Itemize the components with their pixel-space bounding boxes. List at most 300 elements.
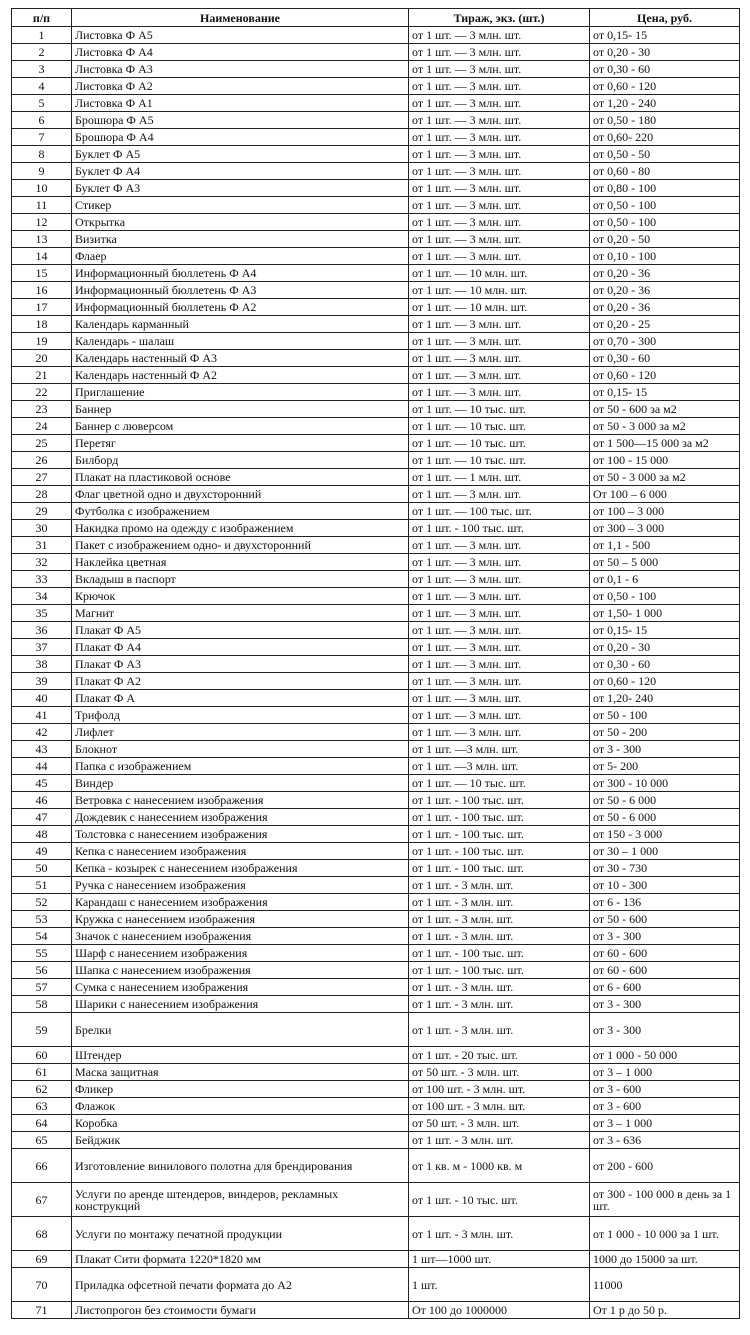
cell-qty: от 1 шт. — 3 млн. шт. [409,350,590,367]
cell-num: 30 [12,520,72,537]
cell-name: Флаер [72,248,409,265]
cell-name: Листовка Ф А3 [72,61,409,78]
cell-price: от 3 - 300 [590,1013,740,1047]
cell-name: Услуги по аренде штендеров, виндеров, рекламных конструкций [72,1183,409,1217]
cell-num: 42 [12,724,72,741]
cell-num: 39 [12,673,72,690]
cell-price: от 0,15- 15 [590,622,740,639]
table-row [12,231,740,248]
cell-qty: от 1 шт. — 3 млн. шт. [409,639,590,656]
cell-price: от 50 – 5 000 [590,554,740,571]
cell-price: от 50 - 3 000 за м2 [590,418,740,435]
table-row [12,1064,740,1081]
cell-name: Билборд [72,452,409,469]
cell-qty: от 1 шт. — 3 млн. шт. [409,197,590,214]
table-row [12,146,740,163]
cell-price: от 0,20 - 30 [590,44,740,61]
cell-qty: от 1 шт. — 3 млн. шт. [409,27,590,44]
cell-price: от 0,50 - 100 [590,214,740,231]
table-row [12,588,740,605]
table-row [12,826,740,843]
cell-name: Перетяг [72,435,409,452]
cell-num: 38 [12,656,72,673]
cell-name: Шапка с нанесением изображения [72,962,409,979]
cell-name: Ручка с нанесением изображения [72,877,409,894]
cell-price: от 0,20 - 25 [590,316,740,333]
cell-name: Брошюра Ф А4 [72,129,409,146]
table-row [12,843,740,860]
cell-name: Магнит [72,605,409,622]
cell-name: Пакет с изображением одно- и двухсторонний [72,537,409,554]
cell-num: 46 [12,792,72,809]
table-row [12,333,740,350]
table-row [12,809,740,826]
cell-num: 66 [12,1149,72,1183]
cell-num: 40 [12,690,72,707]
table-row [12,214,740,231]
table-row [12,520,740,537]
table-row [12,928,740,945]
cell-price: от 0,70 - 300 [590,333,740,350]
cell-qty: от 1 шт. — 10 тыс. шт. [409,418,590,435]
table-row [12,690,740,707]
cell-num: 32 [12,554,72,571]
cell-qty: от 1 шт. - 100 тыс. шт. [409,809,590,826]
cell-qty: от 1 шт. - 100 тыс. шт. [409,843,590,860]
cell-qty: от 1 шт. — 3 млн. шт. [409,571,590,588]
cell-qty: от 1 шт. — 3 млн. шт. [409,656,590,673]
table-row [12,622,740,639]
cell-num: 6 [12,112,72,129]
cell-name: Значок с нанесением изображения [72,928,409,945]
table-row [12,673,740,690]
price-table [11,8,740,1319]
cell-num: 33 [12,571,72,588]
cell-num: 17 [12,299,72,316]
cell-price: от 50 - 200 [590,724,740,741]
cell-price: от 0,20 - 50 [590,231,740,248]
cell-price: от 0,30 - 60 [590,656,740,673]
cell-qty: от 1 шт. — 3 млн. шт. [409,486,590,503]
table-row [12,860,740,877]
table-row [12,1251,740,1268]
cell-qty: от 1 шт. — 3 млн. шт. [409,180,590,197]
table-row [12,1013,740,1047]
cell-num: 21 [12,367,72,384]
cell-num: 57 [12,979,72,996]
cell-price: от 1,20 - 240 [590,95,740,112]
cell-price: от 0,60 - 120 [590,367,740,384]
cell-price: от 0,60 - 80 [590,163,740,180]
cell-qty: от 1 шт. — 3 млн. шт. [409,537,590,554]
cell-name: Информационный бюллетень Ф А2 [72,299,409,316]
cell-name: Штендер [72,1047,409,1064]
cell-name: Информационный бюллетень Ф А3 [72,282,409,299]
cell-qty: от 1 шт. — 10 тыс. шт. [409,452,590,469]
cell-num: 67 [12,1183,72,1217]
cell-num: 35 [12,605,72,622]
cell-qty: от 1 шт. — 10 тыс. шт. [409,401,590,418]
cell-num: 68 [12,1217,72,1251]
cell-num: 43 [12,741,72,758]
cell-qty: от 1 шт. — 3 млн. шт. [409,112,590,129]
cell-qty: от 1 шт. - 100 тыс. шт. [409,962,590,979]
table-row [12,571,740,588]
cell-qty: от 1 шт. — 3 млн. шт. [409,707,590,724]
cell-name: Информационный бюллетень Ф А4 [72,265,409,282]
cell-num: 16 [12,282,72,299]
cell-name: Буклет Ф А4 [72,163,409,180]
cell-qty: от 1 шт. — 3 млн. шт. [409,605,590,622]
cell-qty: от 1 шт. — 10 тыс. шт. [409,775,590,792]
cell-name: Трифолд [72,707,409,724]
cell-price: от 1 000 - 10 000 за 1 шт. [590,1217,740,1251]
cell-price: от 300 - 10 000 [590,775,740,792]
table-row [12,1183,740,1217]
header-price: Цена, руб. [590,9,740,27]
cell-name: Вкладыш в паспорт [72,571,409,588]
cell-num: 49 [12,843,72,860]
cell-price: от 6 - 136 [590,894,740,911]
cell-price: от 0,20 - 36 [590,299,740,316]
cell-name: Лифлет [72,724,409,741]
table-row [12,1081,740,1098]
cell-price: От 100 – 6 000 [590,486,740,503]
cell-price: от 0,50 - 50 [590,146,740,163]
table-row [12,1115,740,1132]
table-row [12,384,740,401]
cell-qty: от 1 шт. —3 млн. шт. [409,741,590,758]
cell-price: от 200 - 600 [590,1149,740,1183]
cell-qty: от 1 шт. — 3 млн. шт. [409,588,590,605]
cell-num: 24 [12,418,72,435]
cell-num: 4 [12,78,72,95]
cell-name: Плакат Ф А4 [72,639,409,656]
cell-name: Наклейка цветная [72,554,409,571]
cell-name: Открытка [72,214,409,231]
cell-num: 27 [12,469,72,486]
table-row [12,435,740,452]
cell-qty: от 50 шт. - 3 млн. шт. [409,1115,590,1132]
cell-name: Плакат Ф А [72,690,409,707]
cell-num: 3 [12,61,72,78]
cell-num: 15 [12,265,72,282]
cell-name: Приглашение [72,384,409,401]
cell-qty: 1 шт. [409,1268,590,1302]
cell-num: 69 [12,1251,72,1268]
table-row [12,401,740,418]
cell-num: 1 [12,27,72,44]
table-row [12,724,740,741]
cell-qty: от 1 шт. — 3 млн. шт. [409,163,590,180]
cell-name: Крючок [72,588,409,605]
cell-num: 12 [12,214,72,231]
cell-price: от 30 - 730 [590,860,740,877]
cell-price: от 100 - 15 000 [590,452,740,469]
cell-num: 71 [12,1302,72,1319]
cell-num: 58 [12,996,72,1013]
table-row [12,894,740,911]
cell-num: 60 [12,1047,72,1064]
cell-name: Плакат Ф А2 [72,673,409,690]
cell-name: Буклет Ф А3 [72,180,409,197]
cell-price: от 0,50 - 180 [590,112,740,129]
cell-num: 41 [12,707,72,724]
cell-qty: от 1 шт. — 1 млн. шт. [409,469,590,486]
cell-price: от 0,15- 15 [590,27,740,44]
cell-name: Плакат на пластиковой основе [72,469,409,486]
cell-qty: от 1 шт. — 3 млн. шт. [409,231,590,248]
table-row [12,452,740,469]
cell-price: от 3 – 1 000 [590,1064,740,1081]
cell-price: от 3 – 1 000 [590,1115,740,1132]
cell-price: от 30 – 1 000 [590,843,740,860]
table-row [12,1149,740,1183]
cell-price: от 5- 200 [590,758,740,775]
table-row [12,639,740,656]
cell-num: 52 [12,894,72,911]
cell-price: 11000 [590,1268,740,1302]
cell-num: 53 [12,911,72,928]
cell-qty: от 1 шт. - 100 тыс. шт. [409,826,590,843]
cell-name: Флажок [72,1098,409,1115]
cell-price: от 150 - 3 000 [590,826,740,843]
cell-qty: от 50 шт. - 3 млн. шт. [409,1064,590,1081]
cell-price: от 3 - 300 [590,741,740,758]
cell-qty: от 1 шт. — 3 млн. шт. [409,214,590,231]
cell-num: 64 [12,1115,72,1132]
cell-qty: от 1 шт. — 3 млн. шт. [409,129,590,146]
cell-qty: от 1 шт. — 3 млн. шт. [409,622,590,639]
cell-price: от 3 - 636 [590,1132,740,1149]
cell-name: Изготовление винилового полотна для брендирования [72,1149,409,1183]
cell-name: Папка с изображением [72,758,409,775]
cell-name: Листопрогон без стоимости бумаги [72,1302,409,1319]
cell-price: от 0,15- 15 [590,384,740,401]
table-row [12,1132,740,1149]
cell-price: от 50 - 100 [590,707,740,724]
cell-num: 55 [12,945,72,962]
cell-price: От 1 р до 50 р. [590,1302,740,1319]
cell-num: 63 [12,1098,72,1115]
cell-name: Календарь карманный [72,316,409,333]
cell-qty: от 1 шт. - 3 млн. шт. [409,1217,590,1251]
cell-price: от 50 - 6 000 [590,809,740,826]
cell-price: 1000 до 15000 за шт. [590,1251,740,1268]
table-row [12,350,740,367]
table-row [12,792,740,809]
cell-qty: от 1 шт. — 3 млн. шт. [409,44,590,61]
table-row [12,758,740,775]
table-row [12,112,740,129]
cell-price: от 60 - 600 [590,945,740,962]
cell-num: 50 [12,860,72,877]
cell-qty: от 1 шт. — 3 млн. шт. [409,146,590,163]
cell-price: от 0,60 - 120 [590,78,740,95]
cell-qty: от 1 шт. — 10 млн. шт. [409,299,590,316]
cell-name: Визитка [72,231,409,248]
cell-name: Приладка офсетной печати формата до А2 [72,1268,409,1302]
header-num: п/п [12,9,72,27]
cell-name: Услуги по монтажу печатной продукции [72,1217,409,1251]
cell-price: от 0,20 - 36 [590,282,740,299]
cell-qty: от 1 шт. — 3 млн. шт. [409,95,590,112]
cell-num: 31 [12,537,72,554]
table-row [12,656,740,673]
cell-num: 19 [12,333,72,350]
table-row [12,503,740,520]
cell-qty: от 1 шт. — 10 млн. шт. [409,282,590,299]
cell-name: Карандаш с нанесением изображения [72,894,409,911]
cell-num: 10 [12,180,72,197]
table-row [12,962,740,979]
cell-price: от 6 - 600 [590,979,740,996]
table-row [12,1217,740,1251]
cell-price: от 0,50 - 100 [590,197,740,214]
cell-qty: от 1 шт. — 10 тыс. шт. [409,435,590,452]
cell-num: 65 [12,1132,72,1149]
table-row [12,95,740,112]
cell-num: 9 [12,163,72,180]
table-body [12,27,740,1319]
cell-name: Дождевик с нанесением изображения [72,809,409,826]
cell-price: от 1 000 - 50 000 [590,1047,740,1064]
table-row [12,129,740,146]
cell-name: Коробка [72,1115,409,1132]
cell-num: 18 [12,316,72,333]
cell-price: от 50 - 600 [590,911,740,928]
table-row [12,418,740,435]
cell-qty: от 1 шт. — 3 млн. шт. [409,724,590,741]
cell-name: Брелки [72,1013,409,1047]
cell-qty: от 1 шт. — 100 тыс. шт. [409,503,590,520]
cell-name: Баннер с люверсом [72,418,409,435]
cell-name: Плакат Ф А3 [72,656,409,673]
cell-qty: от 1 шт. - 3 млн. шт. [409,911,590,928]
cell-name: Ветровка с нанесением изображения [72,792,409,809]
table-row [12,316,740,333]
cell-qty: от 1 шт. - 100 тыс. шт. [409,860,590,877]
cell-num: 56 [12,962,72,979]
cell-num: 8 [12,146,72,163]
cell-price: от 0,80 - 100 [590,180,740,197]
cell-num: 45 [12,775,72,792]
cell-name: Буклет Ф А5 [72,146,409,163]
table-row [12,282,740,299]
cell-qty: от 1 шт. — 3 млн. шт. [409,554,590,571]
table-row [12,775,740,792]
cell-price: от 50 - 6 000 [590,792,740,809]
table-row [12,605,740,622]
cell-num: 23 [12,401,72,418]
cell-name: Плакат Сити формата 1220*1820 мм [72,1251,409,1268]
table-row [12,911,740,928]
cell-price: от 60 - 600 [590,962,740,979]
cell-qty: от 1 шт. — 3 млн. шт. [409,78,590,95]
table-row [12,945,740,962]
cell-num: 51 [12,877,72,894]
cell-price: от 0,30 - 60 [590,350,740,367]
cell-name: Толстовка с нанесением изображения [72,826,409,843]
cell-price: от 3 - 600 [590,1081,740,1098]
cell-num: 20 [12,350,72,367]
cell-qty: от 1 шт. - 10 тыс. шт. [409,1183,590,1217]
header-qty: Тираж, экз. (шт.) [409,9,590,27]
cell-name: Листовка Ф А4 [72,44,409,61]
cell-qty: 1 шт—1000 шт. [409,1251,590,1268]
cell-qty: от 1 шт. — 3 млн. шт. [409,316,590,333]
cell-num: 14 [12,248,72,265]
cell-num: 29 [12,503,72,520]
cell-price: от 0,60- 220 [590,129,740,146]
table-row [12,979,740,996]
cell-qty: от 1 шт. — 3 млн. шт. [409,384,590,401]
table-row [12,469,740,486]
table-row [12,180,740,197]
cell-name: Футболка с изображением [72,503,409,520]
cell-name: Накидка промо на одежду с изображением [72,520,409,537]
cell-qty: от 1 шт. - 3 млн. шт. [409,979,590,996]
cell-name: Кепка - козырек с нанесением изображения [72,860,409,877]
cell-num: 48 [12,826,72,843]
cell-name: Листовка Ф А2 [72,78,409,95]
table-row [12,27,740,44]
cell-price: от 50 - 3 000 за м2 [590,469,740,486]
cell-qty: от 1 шт. - 100 тыс. шт. [409,945,590,962]
cell-num: 54 [12,928,72,945]
cell-name: Фликер [72,1081,409,1098]
cell-name: Флаг цветной одно и двухсторонний [72,486,409,503]
cell-qty: от 1 шт. - 3 млн. шт. [409,1013,590,1047]
cell-name: Виндер [72,775,409,792]
cell-num: 26 [12,452,72,469]
cell-name: Кружка с нанесением изображения [72,911,409,928]
cell-qty: от 1 шт. - 20 тыс. шт. [409,1047,590,1064]
table-row [12,877,740,894]
cell-num: 62 [12,1081,72,1098]
cell-price: от 1,1 - 500 [590,537,740,554]
cell-price: от 0,20 - 36 [590,265,740,282]
cell-num: 7 [12,129,72,146]
cell-name: Листовка Ф А5 [72,27,409,44]
cell-name: Шарики с нанесением изображения [72,996,409,1013]
cell-num: 11 [12,197,72,214]
cell-qty: от 1 шт. - 3 млн. шт. [409,894,590,911]
cell-qty: от 1 шт. - 3 млн. шт. [409,1132,590,1149]
cell-price: от 1,20- 240 [590,690,740,707]
cell-price: от 0,60 - 120 [590,673,740,690]
table-row [12,741,740,758]
cell-price: от 300 – 3 000 [590,520,740,537]
table-row [12,1098,740,1115]
cell-qty: от 1 шт. — 3 млн. шт. [409,333,590,350]
table-row [12,248,740,265]
cell-qty: от 1 шт. — 3 млн. шт. [409,367,590,384]
cell-qty: от 100 шт. - 3 млн. шт. [409,1098,590,1115]
cell-num: 34 [12,588,72,605]
price-table-container [11,8,739,1319]
table-row [12,197,740,214]
header-name: Наименование [72,9,409,27]
table-row [12,44,740,61]
cell-price: от 300 - 100 000 в день за 1 шт. [590,1183,740,1217]
cell-qty: от 1 шт. — 3 млн. шт. [409,61,590,78]
table-row [12,707,740,724]
cell-num: 25 [12,435,72,452]
cell-qty: от 1 шт. - 3 млн. шт. [409,928,590,945]
cell-price: от 0,30 - 60 [590,61,740,78]
cell-price: от 3 - 300 [590,928,740,945]
